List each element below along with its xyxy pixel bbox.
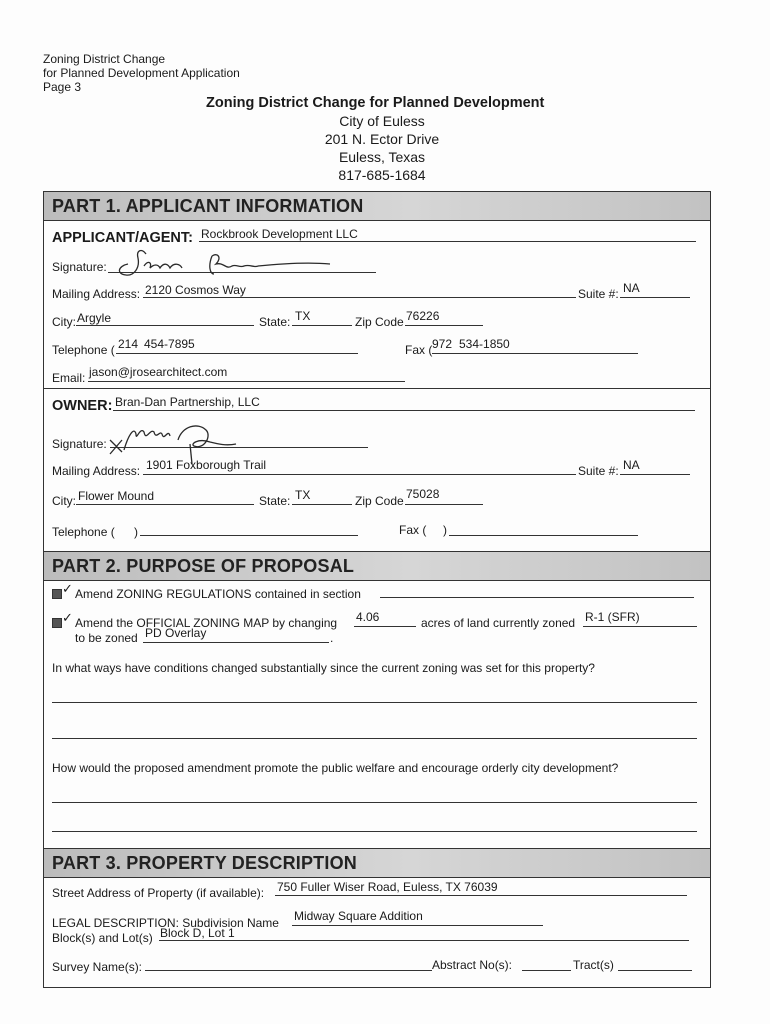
owner-state-label: State:	[259, 494, 291, 508]
question-public-welfare: How would the proposed amendment promote the public welfare and encourage orderly city development?	[52, 761, 619, 775]
part2-header	[44, 552, 710, 580]
applicant-zip-value: 76226	[406, 309, 440, 323]
survey-name-label: Survey Name(s):	[52, 960, 143, 974]
to-be-zoned-value: PD Overlay	[145, 626, 207, 640]
applicant-state-label: State:	[259, 315, 291, 329]
to-be-zoned-period: .	[330, 631, 334, 645]
applicant-value: Rockbrook Development LLC	[201, 227, 358, 241]
owner-phone-label: Telephone (	[52, 525, 115, 539]
acres-field[interactable]	[354, 612, 416, 627]
applicant-signature-label: Signature:	[52, 260, 107, 274]
part1-header	[44, 192, 710, 220]
checkmark-icon: ✓	[62, 610, 73, 625]
amend-map-checkbox[interactable]	[52, 618, 62, 628]
org-phone: 817-685-1684	[338, 167, 426, 183]
applicant-mailing-value: 2120 Cosmos Way	[145, 283, 246, 297]
org-state: Euless, Texas	[338, 149, 426, 165]
owner-city-label: City:	[52, 494, 76, 508]
divider	[44, 877, 710, 878]
applicant-city-value: Argyle	[77, 311, 112, 325]
part1-heading: PART 1. APPLICANT INFORMATION	[52, 196, 364, 216]
to-be-zoned-label: to be zoned	[75, 631, 138, 645]
owner-fax-label: Fax (	[399, 523, 427, 537]
applicant-suite-value: NA	[623, 281, 640, 295]
answer-line[interactable]	[52, 788, 697, 803]
acres-value: 4.06	[356, 610, 380, 624]
applicant-label: APPLICANT/AGENT:	[52, 230, 193, 246]
header-line-3: Page 3	[43, 80, 82, 94]
owner-city-value: Flower Mound	[78, 489, 155, 503]
applicant-zip-label: Zip Code	[355, 315, 404, 329]
owner-label: OWNER:	[52, 398, 113, 414]
to-be-zoned-field[interactable]	[143, 628, 329, 643]
applicant-city-field[interactable]	[76, 311, 254, 326]
applicant-fax-area: 972	[432, 337, 453, 351]
answer-line[interactable]	[52, 817, 697, 832]
org-city: City of Euless	[339, 113, 425, 129]
applicant-fax-label: Fax (	[405, 343, 433, 357]
owner-value: Bran-Dan Partnership, LLC	[115, 395, 260, 409]
current-zoning-field[interactable]	[583, 612, 697, 627]
tract-field[interactable]	[618, 956, 692, 971]
divider	[44, 220, 710, 221]
owner-mailing-label: Mailing Address:	[52, 464, 141, 478]
acres-label: acres of land currently zoned	[421, 616, 576, 630]
header-line-2: for Planned Development Application	[43, 66, 240, 80]
block-lot-label: Block(s) and Lot(s)	[52, 931, 153, 945]
applicant-fax-field[interactable]	[432, 339, 638, 354]
owner-zip-value: 75028	[406, 487, 440, 501]
amend-map-label: Amend the OFFICIAL ZONING MAP by changing	[75, 616, 338, 630]
owner-mailing-value: 1901 Foxborough Trail	[146, 458, 267, 472]
applicant-suite-label: Suite #:	[578, 287, 619, 301]
owner-phone-field[interactable]	[140, 521, 358, 536]
applicant-zip-field[interactable]	[405, 311, 483, 326]
owner-suite-value: NA	[623, 458, 640, 472]
survey-name-field[interactable]	[145, 956, 432, 971]
owner-state-value: TX	[295, 488, 311, 502]
header-line-1: Zoning District Change	[43, 52, 166, 66]
answer-line[interactable]	[52, 688, 697, 703]
subdivision-field[interactable]	[292, 911, 543, 926]
street-address-label: Street Address of Property (if available):	[52, 886, 265, 900]
owner-field[interactable]	[113, 396, 695, 411]
applicant-email-label: Email:	[52, 371, 86, 385]
legal-description-label: LEGAL DESCRIPTION: Subdivision Name	[52, 916, 279, 930]
checkmark-icon: ✓	[62, 581, 73, 596]
question-conditions-changed: In what ways have conditions changed substantially since the current zoning was set for this property?	[52, 661, 595, 675]
part3-heading: PART 3. PROPERTY DESCRIPTION	[52, 853, 357, 873]
owner-suite-label: Suite #:	[578, 464, 619, 478]
applicant-phone-label: Telephone (	[52, 343, 115, 357]
block-lot-field[interactable]	[159, 926, 689, 941]
applicant-fax-value: 534-1850	[459, 337, 510, 351]
owner-suite-field[interactable]	[620, 460, 690, 475]
amend-regs-label: Amend ZONING REGULATIONS contained in section	[75, 587, 361, 601]
owner-zip-label: Zip Code	[355, 494, 404, 508]
owner-mailing-field[interactable]	[143, 460, 576, 475]
owner-phone-close: )	[134, 525, 138, 539]
org-street: 201 N. Ector Drive	[324, 131, 440, 147]
amend-regs-section-field[interactable]	[380, 583, 694, 598]
owner-signature-label: Signature:	[52, 437, 107, 451]
amend-regs-checkbox[interactable]	[52, 589, 62, 599]
applicant-phone-value: 454-7895	[144, 337, 195, 351]
applicant-mailing-label: Mailing Address:	[52, 287, 141, 301]
divider	[44, 580, 710, 581]
owner-zip-field[interactable]	[405, 487, 483, 505]
owner-state-field[interactable]	[292, 490, 352, 505]
applicant-field[interactable]	[199, 227, 696, 242]
street-address-field[interactable]	[275, 881, 687, 896]
applicant-phone-area: 214	[118, 337, 139, 351]
applicant-state-value: TX	[295, 309, 311, 323]
applicant-city-label: City:	[52, 315, 76, 329]
owner-city-field[interactable]	[76, 490, 254, 505]
subdivision-value: Midway Square Addition	[294, 909, 423, 923]
applicant-signature-image	[108, 244, 348, 280]
applicant-suite-field[interactable]	[620, 283, 690, 298]
street-address-value: 750 Fuller Wiser Road, Euless, TX 76039	[277, 880, 498, 894]
owner-fax-close: )	[443, 523, 447, 537]
applicant-email-field[interactable]	[88, 367, 405, 382]
owner-fax-field[interactable]	[449, 521, 638, 536]
applicant-phone-field[interactable]	[116, 339, 358, 354]
divider	[44, 388, 710, 389]
current-zoning-value: R-1 (SFR)	[585, 610, 640, 624]
answer-line[interactable]	[52, 724, 697, 739]
block-lot-value: Block D, Lot 1	[160, 926, 235, 940]
applicant-email-value: jason@jrosearchitect.com	[89, 365, 228, 379]
part3-header	[44, 849, 710, 877]
page-title: Zoning District Change for Planned Development	[206, 95, 545, 111]
applicant-state-field[interactable]	[292, 311, 352, 326]
tract-label: Tract(s)	[573, 958, 614, 972]
applicant-mailing-field[interactable]	[143, 283, 576, 298]
part2-heading: PART 2. PURPOSE OF PROPOSAL	[52, 556, 355, 576]
abstract-label: Abstract No(s):	[432, 958, 513, 972]
abstract-field[interactable]	[522, 956, 571, 971]
